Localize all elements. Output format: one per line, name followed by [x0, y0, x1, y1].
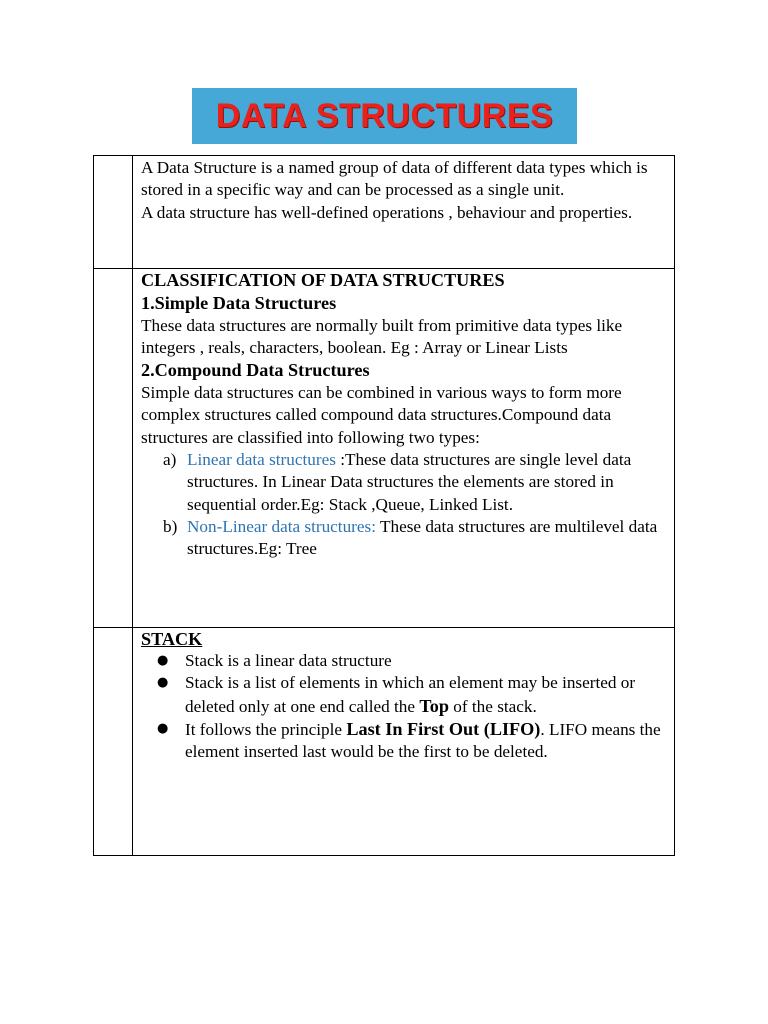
table-row-stack — [94, 628, 675, 856]
definition-paragraph: A Data Structure is a named group of data of different data types which is stored in a specific way and can be processed as a single unit. — [141, 158, 648, 200]
content-table — [93, 155, 675, 856]
list-marker: a) — [163, 449, 177, 469]
table-row-classification — [94, 269, 675, 628]
empty-number-cell — [94, 156, 133, 269]
bullet-text: . LIFO means the element inserted last would be the first to be deleted. — [185, 719, 661, 762]
empty-number-cell — [94, 269, 133, 628]
list-item — [157, 650, 668, 672]
bullet-text: of the stack. — [449, 696, 537, 716]
bullet-text: Stack is a list of elements in which an element may be inserted or deleted only at one end called the — [185, 673, 636, 716]
content-cell — [133, 156, 675, 269]
stack-heading: STACK — [141, 629, 203, 649]
list-marker: b) — [163, 516, 178, 536]
table-row-definition — [94, 156, 675, 269]
title-banner — [192, 88, 577, 144]
compound-heading: 2.Compound Data Structures — [141, 360, 370, 381]
content-cell — [133, 628, 675, 856]
lifo-term: Last In First Out (LIFO) — [346, 718, 541, 739]
bullet-icon: ● — [157, 653, 169, 668]
banner-title: DATA STRUCTURES — [215, 96, 554, 135]
top-term: Top — [419, 695, 449, 716]
bullet-text: It follows the principle — [185, 719, 347, 739]
empty-number-cell — [94, 628, 133, 856]
nonlinear-description: These data structures are multilevel data structures.Eg: Tree — [187, 516, 658, 559]
compound-text: Simple data structures can be combined in various ways to form more complex structures called compound data structures.Compound data structures are classified into following two types: — [141, 383, 622, 447]
stack-bullet-list — [141, 650, 668, 763]
list-item — [163, 516, 668, 561]
list-item — [157, 672, 668, 718]
linear-description: :These data structures are single level data structures. In Linear Data structures the elements are stored in sequential order.Eg: Stack ,Queue, Linked List. — [187, 449, 632, 514]
classification-heading: CLASSIFICATION OF DATA STRUCTURES — [141, 270, 505, 290]
content-cell — [133, 269, 675, 628]
bullet-icon: ● — [157, 720, 169, 736]
list-item — [163, 449, 668, 516]
structure-type-list — [141, 449, 668, 560]
list-item — [157, 718, 668, 764]
simple-heading: 1.Simple Data Structures — [141, 292, 337, 313]
bullet-icon: ● — [157, 675, 169, 691]
simple-text: These data structures are normally built from primitive data types like integers , reals, characters, boolean. Eg : Array or Linear Lists — [141, 315, 623, 357]
operations-paragraph: A data structure has well-defined operations , behaviour and properties. — [141, 202, 633, 222]
nonlinear-term: Non-Linear data structures: — [187, 516, 376, 536]
linear-term: Linear data structures — [187, 449, 336, 469]
bullet-text: Stack is a linear data structure — [185, 651, 392, 670]
